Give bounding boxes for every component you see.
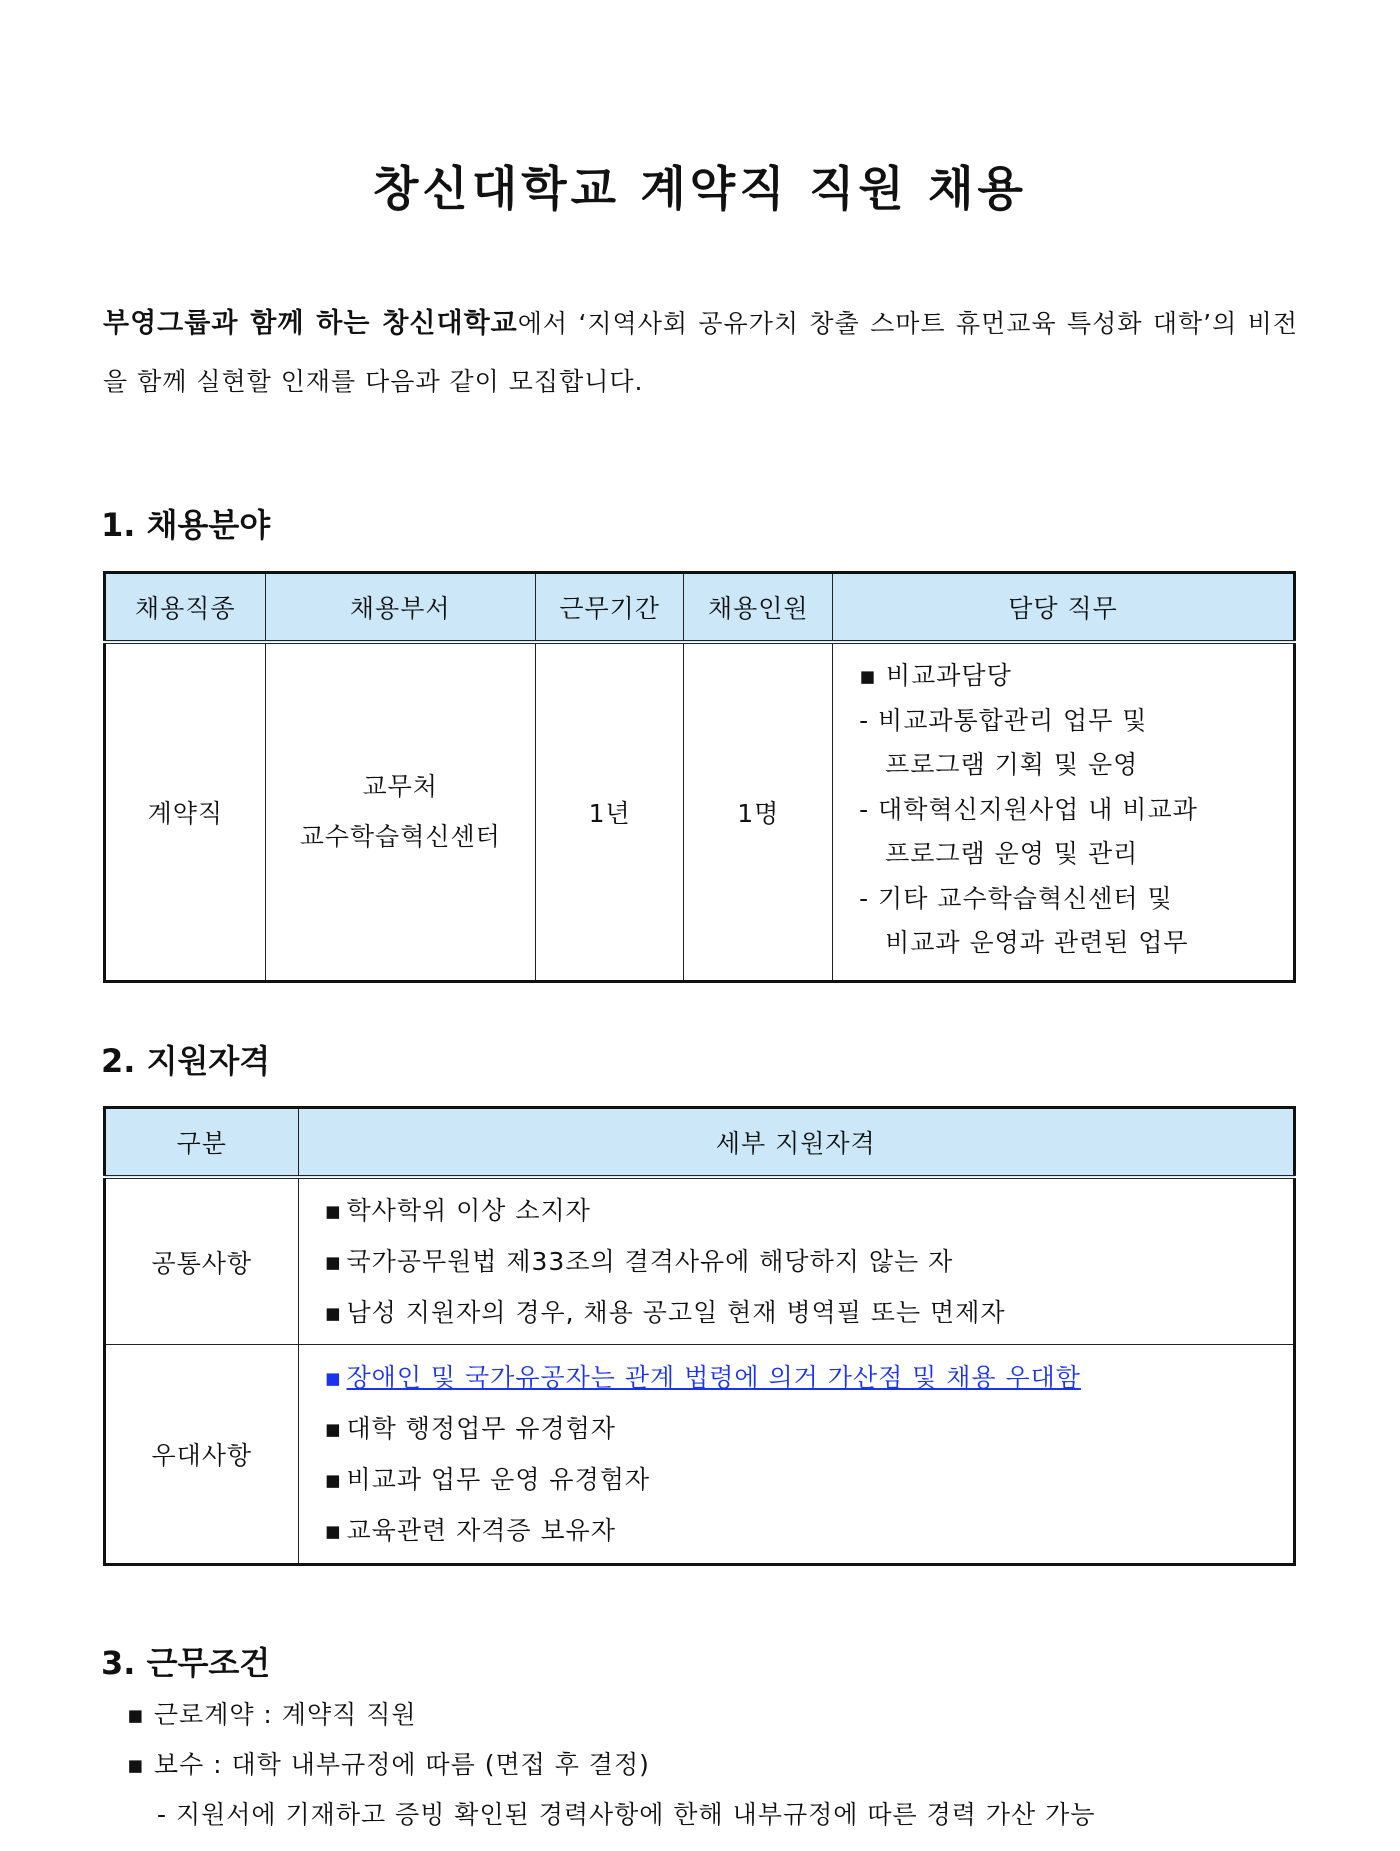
header-job-type: 채용직종 — [105, 573, 266, 643]
department-line-1: 교무처 — [362, 771, 438, 801]
list-item: ▪ 국가공무원법 제33조의 결격사유에 해당하지 않는 자 — [325, 1236, 1273, 1287]
cell-duties — [833, 642, 1295, 981]
header-headcount: 채용인원 — [684, 573, 833, 643]
work-conditions-list — [127, 1690, 1095, 1840]
cell-period: 1년 — [535, 642, 684, 981]
condition-sub-item: - 지원서에 기재하고 증빙 확인된 경력사항에 한해 내부규정에 따른 경력 가산 가능 — [157, 1800, 1096, 1829]
header-duties: 담당 직무 — [833, 573, 1295, 643]
section-title-qualifications: 2. 지원자격 — [101, 1042, 271, 1080]
cell-common-label: 공통사항 — [105, 1177, 299, 1345]
bullet-icon: ▪ — [324, 1196, 343, 1225]
duty-line: - 대학혁신지원사업 내 비교과 — [859, 794, 1198, 824]
header-department: 채용부서 — [265, 573, 535, 643]
intro-paragraph — [103, 295, 1298, 411]
list-item: ▪ 남성 지원자의 경우, 채용 공고일 현재 병역필 또는 면제자 — [325, 1287, 1273, 1338]
bullet-icon: ▪ — [324, 1414, 343, 1443]
header-detail: 세부 지원자격 — [298, 1108, 1294, 1178]
duty-line: ▪ 비교과담당 — [859, 661, 1012, 690]
page-title: 창신대학교 계약직 직원 채용 — [373, 162, 1027, 217]
section-title-recruitment-field: 1. 채용분야 — [101, 506, 271, 544]
qualifications-table — [103, 1106, 1296, 1566]
condition-item: ▪ 보수 : 대학 내부규정에 따름 (면접 후 결정) — [127, 1750, 650, 1779]
section-title-work-conditions: 3. 근무조건 — [101, 1644, 271, 1682]
duty-line: 비교과 운영과 관련된 업무 — [885, 928, 1189, 957]
intro-text: 에서 ‘지역사회 공유가치 창출 스마트 휴먼교육 특성화 대학’의 비전을 함께 실현할 인재를 다음과 같이 모집합니다. — [103, 309, 1298, 396]
list-item: ▪ 비교과 업무 운영 유경험자 — [325, 1454, 1273, 1505]
intro-bold: 부영그룹과 함께 하는 창신대학교 — [103, 308, 518, 339]
list-item: ▪ 교육관련 자격증 보유자 — [325, 1505, 1273, 1556]
recruitment-table — [103, 571, 1296, 983]
list-item: ▪ 학사학위 이상 소지자 — [325, 1185, 1273, 1236]
duty-line: - 기타 교수학습혁신센터 및 — [859, 883, 1173, 913]
duty-line: 프로그램 기획 및 운영 — [885, 750, 1139, 779]
bullet-icon: ▪ — [324, 1516, 343, 1545]
cell-preferred-label: 우대사항 — [105, 1345, 299, 1565]
header-period: 근무기간 — [535, 573, 684, 643]
list-item: ▪ 대학 행정업무 유경험자 — [325, 1403, 1273, 1454]
cell-preferred-items — [298, 1345, 1294, 1565]
cell-department — [265, 642, 535, 981]
condition-item: ▪ 근로계약 : 계약직 직원 — [127, 1700, 417, 1729]
cell-common-items — [298, 1177, 1294, 1345]
header-category: 구분 — [105, 1108, 299, 1178]
department-line-2: 교수학습혁신센터 — [299, 821, 501, 851]
duty-line: 프로그램 운영 및 관리 — [885, 839, 1139, 868]
bullet-icon: ▪ — [324, 1363, 343, 1392]
list-item-highlight[interactable] — [325, 1352, 1273, 1403]
preferred-link[interactable]: 장애인 및 국가유공자는 관계 법령에 의거 가산점 및 채용 우대함 — [346, 1363, 1081, 1392]
cell-headcount: 1명 — [684, 642, 833, 981]
cell-job-type: 계약직 — [105, 642, 266, 981]
bullet-icon: ▪ — [324, 1465, 343, 1494]
bullet-icon: ▪ — [324, 1247, 343, 1276]
duty-line: - 비교과통합관리 업무 및 — [859, 705, 1148, 735]
bullet-icon: ▪ — [324, 1298, 343, 1327]
